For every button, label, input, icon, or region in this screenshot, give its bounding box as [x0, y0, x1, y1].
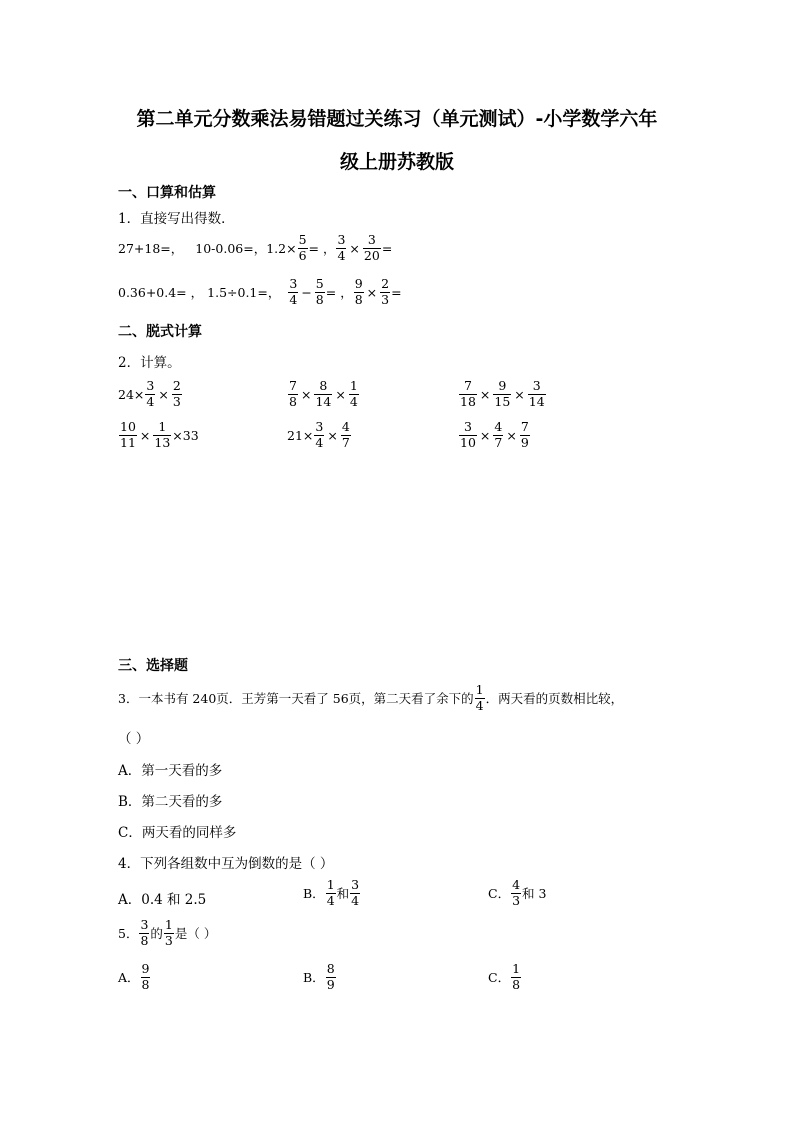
fraction: $\frac{5}{6}$ [298, 232, 307, 263]
q2-expression [287, 380, 360, 408]
q1-item-c-post: = ， [325, 285, 353, 300]
fraction: $\frac{1}{4}$ [475, 682, 484, 713]
fraction: $\frac{4}{7}$ [341, 419, 350, 450]
expression-prefix: 21× [287, 427, 314, 443]
q1-row-2 [118, 278, 402, 306]
fraction: $\frac{7}{18}$ [460, 378, 476, 409]
operator: × [300, 386, 312, 402]
fraction: $\frac{3}{20}$ [363, 232, 380, 263]
operator: × [479, 427, 491, 443]
page-title-line2: 级上册苏教版 [339, 151, 454, 173]
fraction: $\frac{2}{3}$ [381, 276, 390, 307]
q4-option-c [488, 879, 546, 907]
connector: 和 3 [522, 886, 547, 901]
question-3 [118, 684, 623, 712]
option-label: C． [488, 886, 511, 901]
fraction: $\frac{3}{4}$ [289, 276, 298, 307]
option-label: B． [303, 886, 325, 901]
q5-post: 是（ ） [174, 926, 217, 941]
fraction: $\frac{3}{10}$ [460, 419, 476, 450]
q1-item-c-pre: ，1.2× [253, 241, 297, 256]
q2-expression [118, 421, 199, 449]
fraction: $\frac{5}{8}$ [315, 276, 324, 307]
q1-item-a: 0.36+0.4= ， [118, 285, 204, 300]
fraction: $\frac{4}{7}$ [494, 419, 503, 450]
option-label: C． [488, 970, 511, 985]
question-4-prompt: 4．下列各组数中互为倒数的是（ ） [118, 856, 334, 872]
expression-prefix: 24× [118, 386, 145, 402]
fraction: $\frac{7}{9}$ [520, 419, 529, 450]
q1-item-b: 10-0.06= [195, 240, 254, 256]
q4-option-a: A．0.4 和 2.5 [118, 892, 207, 908]
section-heading-3: 三、选择题 [118, 658, 188, 674]
operator: × [349, 240, 360, 256]
fraction: $\frac{1}{8}$ [512, 961, 521, 992]
fraction: $\frac{9}{8}$ [354, 276, 363, 307]
q5-option-a [118, 963, 151, 991]
connector: 和 [336, 886, 350, 901]
operator: × [139, 427, 151, 443]
option-label: A． [118, 970, 140, 985]
equals: = [381, 240, 393, 256]
question-1-prompt: 1．直接写出得数． [118, 211, 235, 227]
q1-row-1 [118, 234, 392, 262]
connector: 的 [150, 926, 163, 941]
q3-option-a: A．第一天看的多 [118, 763, 223, 779]
question-2-prompt: 2．计算。 [118, 355, 181, 371]
fraction: $\frac{8}{14}$ [315, 378, 332, 409]
fraction: $\frac{9}{8}$ [141, 961, 150, 992]
operator: × [366, 284, 378, 300]
fraction: $\frac{3}{4}$ [146, 378, 155, 409]
page-title: 第二单元分数乘法易错题过关练习（单元测试）-小学数学六年 [136, 108, 658, 130]
equals: = [391, 284, 402, 300]
section-heading-1: 一、口算和估算 [118, 185, 216, 201]
q1-item-a: 27+18=， [118, 241, 184, 256]
fraction: $\frac{3}{4}$ [337, 232, 346, 263]
operator: × [335, 386, 346, 402]
fraction: $\frac{7}{8}$ [289, 378, 297, 409]
q2-expression [287, 421, 352, 449]
fraction: $\frac{3}{4}$ [351, 877, 360, 908]
fraction: $\frac{3}{14}$ [528, 378, 545, 409]
fraction: $\frac{8}{9}$ [326, 961, 335, 992]
operator: × [506, 427, 517, 443]
q4-option-b [303, 879, 361, 907]
q2-expression [118, 380, 183, 408]
fraction: $\frac{1}{13}$ [154, 419, 171, 450]
q1-item-c-post: = ， [308, 241, 336, 256]
fraction: $\frac{1}{4}$ [326, 877, 335, 908]
q5-number: 5． [118, 926, 139, 941]
q3-text-post: ．两天看的页数相比较， [485, 691, 624, 706]
q3-option-b: B．第二天看的多 [118, 794, 223, 810]
fraction: $\frac{9}{15}$ [494, 378, 511, 409]
operator: × [158, 386, 169, 402]
q3-option-c: C．两天看的同样多 [118, 825, 237, 841]
expression-suffix: ×33 [172, 427, 199, 443]
section-heading-2: 二、脱式计算 [118, 324, 202, 340]
fraction: $\frac{1}{3}$ [164, 917, 173, 948]
q2-expression [458, 421, 531, 449]
q5-option-c [488, 963, 522, 991]
option-label: B． [303, 970, 325, 985]
fraction: $\frac{2}{3}$ [172, 378, 181, 409]
q3-text-pre: 3．一本书有 240页．王芳第一天看了 56页，第二天看了余下的 [118, 691, 474, 706]
operator: × [514, 386, 525, 402]
fraction: $\frac{3}{8}$ [140, 917, 149, 948]
fraction: $\frac{10}{11}$ [120, 419, 136, 450]
q1-item-b: 1.5÷0.1=， [207, 285, 281, 300]
q2-expression [458, 380, 547, 408]
operator: × [327, 427, 338, 443]
fraction: $\frac{1}{4}$ [349, 378, 358, 409]
fraction: $\frac{4}{3}$ [512, 877, 521, 908]
fraction: $\frac{3}{4}$ [315, 419, 324, 450]
operator: × [479, 386, 491, 402]
question-5-prompt [118, 919, 216, 947]
operator: − [301, 284, 312, 300]
q5-option-b [303, 963, 337, 991]
q3-answer-paren: （ ） [118, 731, 150, 747]
